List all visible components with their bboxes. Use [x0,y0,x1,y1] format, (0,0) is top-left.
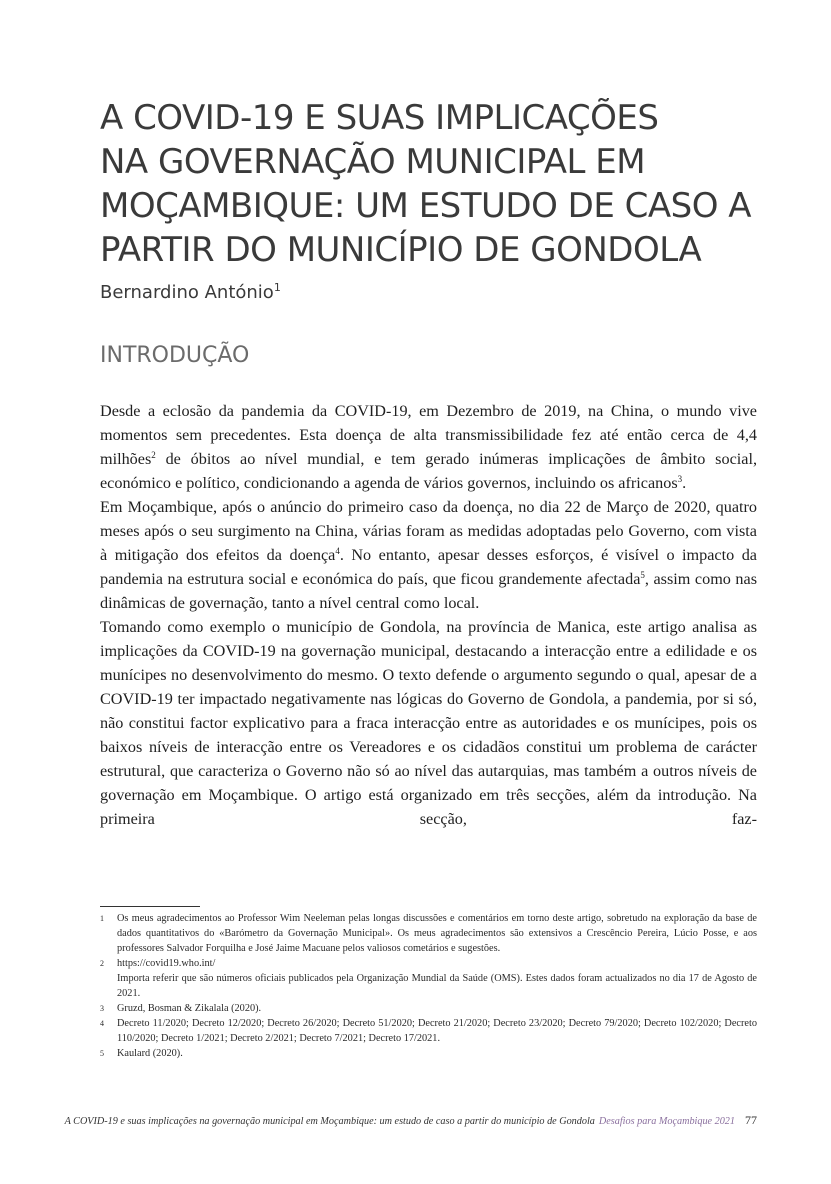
footnotes [100,911,757,1061]
paragraph [100,495,757,615]
footnote-text: Os meus agradecimentos ao Professor Wim Neeleman pelas longas discussões e comentários em torno deste artigo, sobretudo na exploração da base de dados quantitativos do «Barómetro da Governação Municipal». Os meus agradecimentos são extensivos a Crescêncio Pereira, Lúcio Posse, e aos professores Salvador Forquilha e José Jaime Macuane pelos valiosos cometários e sugestões. [117,913,757,954]
text-run: , assim como nas dinâmicas de governação, tanto a nível central como local. [100,570,758,612]
title-line: PARTIR DO MUNICÍPIO DE GONDOLA [100,230,702,270]
footnote-number: 2 [100,959,104,968]
footnote-marker: 3 [677,474,683,484]
title-line: NA GOVERNAÇÃO MUNICIPAL EM [100,142,646,182]
footnote-marker: 1 [273,281,281,294]
footnote-text: Gruzd, Bosman & Zikalala (2020). [117,1003,262,1014]
title-line: MOÇAMBIQUE: UM ESTUDO DE CASO A [100,186,752,226]
footer-article-title: A COVID-19 e suas implicações na governação municipal em Moçambique: um estudo de caso a partir do município de Gondola [64,1116,595,1127]
page-number: 77 [745,1113,757,1127]
footnote-text: Importa referir que são números oficiais publicados pela Organização Mundial da Saúde (OMS). Estes dados foram actualizados no dia 17 de Agosto de 2021. [117,973,757,999]
author-line [100,281,281,303]
author-name: Bernardino António [100,282,274,303]
footnote-marker: 5 [640,570,645,580]
footnote [100,1046,757,1061]
footnote [100,911,757,956]
article-title [100,96,760,272]
text-run: Em Moçambique, após o anúncio do primeiro caso da doença, no dia 22 de Março de 2020, quatro meses após o seu surgimento na China, várias foram as medidas adoptadas pelo Governo, com vista à mitigação dos efeitos da doença [100,498,757,564]
text-run: . [682,474,687,492]
text-run: . No entanto, apesar desses esforços, é visível o impacto da pandemia na estrutura social e económica do país, que ficou grandemente afectada [100,546,757,588]
text-run: Desde a eclosão da pandemia da COVID-19, em Dezembro de 2019, na China, o mundo vive momentos sem precedentes. Esta doença de alta transmissibilidade fez até então cerca de 4,4 milhões [100,402,757,468]
footnote-link[interactable]: https://covid19.who.int/ [117,958,216,969]
footnote-text: Kaulard (2020). [117,1048,183,1059]
footnote-number: 4 [100,1019,104,1028]
paragraph [100,399,757,495]
footnote-number: 1 [100,914,104,923]
footnote [100,1016,757,1046]
body-text [100,399,757,831]
text-run: de óbitos ao nível mundial, e tem gerado inúmeras implicações de âmbito social, económico e político, condicionando a agenda de vários governos, incluindo os africanos [100,450,757,492]
running-footer [64,1113,757,1128]
footnote-marker: 4 [335,546,340,556]
title-line: A COVID-19 E SUAS IMPLICAÇÕES [100,98,659,138]
footnote-number: 3 [100,1004,104,1013]
footnote-marker: 2 [151,450,156,460]
footnote-text: Decreto 11/2020; Decreto 12/2020; Decreto 26/2020; Decreto 51/2020; Decreto 21/2020; Decreto 23/2020; Decreto 79/2020; Decreto 102/2020; Decreto 110/2020; Decreto 1/2021; Decreto 2/2021; Decreto 7/2021; Decreto 17/2021. [117,1018,757,1044]
section-heading: INTRODUÇÃO [100,343,250,368]
paragraph: Tomando como exemplo o município de Gondola, na província de Manica, este artigo analisa as implicações da COVID-19 na governação municipal, destacando a interacção entre a edilidade e os munícipes no desenvolvimento do mesmo. O texto defende o argumento segundo o qual, apesar de a COVID-19 ter impactado negativamente nas lógicas do Governo de Gondola, a pandemia, por si só, não constitui factor explicativo para a fraca interacção entre as autoridades e os munícipes, pois os baixos níveis de interacção entre os Vereadores e os cidadãos constitui um problema de carácter estrutural, que caracteriza o Governo não só ao nível das autarquias, mas também a outros níveis de governação em Moçambique. O artigo está organizado em três secções, além da introdução. Na primeira secção, faz- [100,618,757,828]
footnote [100,1001,757,1016]
footnote-divider [100,906,200,907]
footnote-number: 5 [100,1049,104,1058]
footer-publication: Desafios para Moçambique 2021 [598,1116,735,1127]
footnote [100,956,757,1001]
